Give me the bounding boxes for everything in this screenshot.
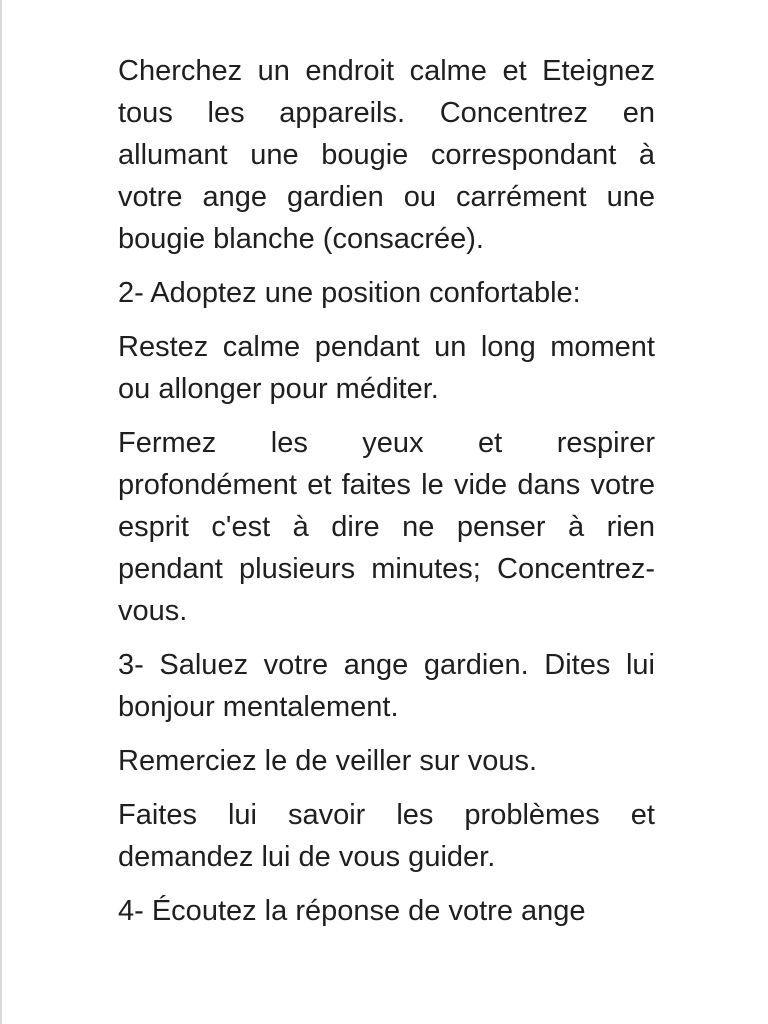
- paragraph-thanks: Remerciez le de veiller sur vous.: [118, 745, 538, 777]
- paragraph-step-3-heading: 3- Saluez votre ange gardien. Dites lui bonjour mentalement.: [118, 649, 655, 723]
- paragraph-step-4-heading: 4- Écoutez la réponse de votre ange: [118, 895, 586, 927]
- paragraph-breathing: Fermez les yeux et respirer profondément et faites le vide dans votre esprit c'est à dire ne penser à rien pendant plusieurs minutes; Concentrez-vous.: [118, 427, 655, 627]
- paragraph-problems: Faites lui savoir les problèmes et demandez lui de vous guider.: [118, 799, 655, 873]
- paragraph-step-2-text: Restez calme pendant un long moment ou allonger pour méditer.: [118, 331, 655, 405]
- paragraph-step-2-heading: 2- Adoptez une position confortable:: [118, 277, 581, 309]
- page-left-edge: [0, 0, 2, 1024]
- paragraph-intro: Cherchez un endroit calme et Eteignez tous les appareils. Concentrez en allumant une bougie correspondant à votre ange gardien ou carrément une bougie blanche (consacrée).: [118, 55, 655, 255]
- reader-text-column[interactable]: [118, 50, 655, 944]
